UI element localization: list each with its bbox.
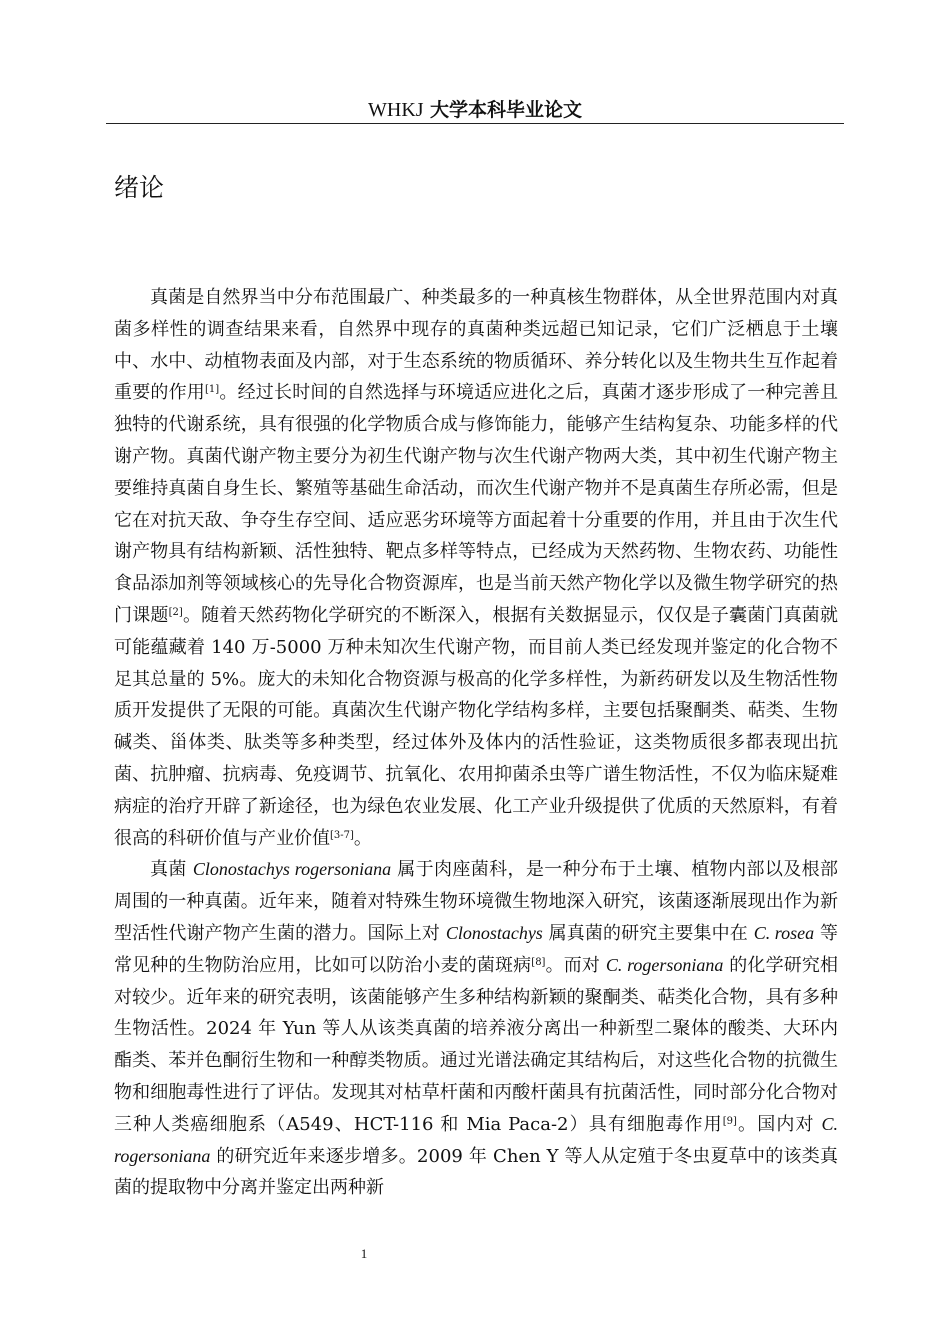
p2-text-2: 属于肉座菌科，是一种分布于土壤、植物内部以及根部周围的一种真菌。近年来，随着对特殊生物环境微生物地深入研究，该菌逐渐展现出作为新型活性代谢产物产生菌的潜力。国际上对	[114, 859, 838, 944]
paragraph-2	[114, 854, 838, 1204]
page-header	[106, 94, 844, 124]
p2-text-1: 真菌	[150, 859, 193, 881]
p2-text-5: 。而对	[545, 954, 606, 976]
species-name: C. rogersoniana	[114, 1113, 838, 1166]
p1-text-4: 。	[353, 827, 372, 849]
header-rule	[106, 123, 844, 124]
p1-text-3: 。随着天然药物化学研究的不断深入，根据有关数据显示，仅仅是子囊菌门真菌就可能蕴藏着 140 万-5000 万种未知次生代谢产物，而目前人类已经发现并鉴定的化合物不足其总量的 5%。庞大的未知化合物资源与极高的化学多样性，为新药研发以及生物活性物质开发提供了无限的可能。真菌次生代谢产物化学结构多样，主要包括聚酮类、萜类、生物碱类、甾体类、肽类等多种类型，经过体外及体内的活性验证，这类物质很多都表现出抗菌、抗肿瘤、抗病毒、免疫调节、抗氧化、农用抑菌杀虫等广谱生物活性，不仅为临床疑难病症的治疗开辟了新途径，也为绿色农业发展、化工产业升级提供了优质的天然原料，有着很高的科研价值与产业价值	[114, 604, 839, 849]
genus-name: Clonostachys	[445, 922, 543, 943]
species-name: C. rogersoniana	[605, 954, 724, 975]
citation: [8]	[531, 956, 546, 968]
p1-text-2: 。经过长时间的自然选择与环境适应进化之后，真菌才逐步形成了一种完善且独特的代谢系统，具有很强的化学物质合成与修饰能力，能够产生结构复杂、功能多样的代谢产物。真菌代谢产物主要分为初生代谢产物与次生代谢产物两大类，其中初生代谢产物主要维持真菌自身生长、繁殖等基础生命活动，而次生代谢产物并不是真菌生存所必需，但是它在对抗天敌、争夺生存空间、适应恶劣环境等方面起着十分重要的作用，并且由于次生代谢产物具有结构新颖、活性独特、靶点多样等特点，已经成为天然药物、生物农药、功能性食品添加剂等领域核心的先导化合物资源库，也是当前天然产物化学以及微生物学研究的热门课题	[114, 382, 839, 626]
species-name: C. rosea	[753, 922, 815, 943]
p2-text-3: 属真菌的研究主要集中在	[542, 922, 754, 944]
header-title: 大学本科毕业论文	[429, 99, 582, 121]
species-name: Clonostachys rogersoniana	[192, 859, 392, 880]
citation: [1]	[205, 384, 220, 396]
p2-text-7: 。国内对	[736, 1113, 822, 1135]
p2-text-8: 的研究近年来逐步增多。2009 年 Chen Y 等人从定殖于冬虫夏草中的该类真菌的提取物中分离并鉴定出两种新	[114, 1145, 838, 1199]
p2-text-4: 等常见种的生物防治应用，比如可以防治小麦的菌斑病	[114, 922, 838, 976]
paragraph-1	[114, 282, 838, 854]
body-text	[114, 282, 838, 1204]
p2-text-6: 的化学研究相对较少。近年来的研究表明，该菌能够产生多种结构新颖的聚酮类、萜类化合物，具有多种生物活性。2024 年 Yun 等人从该类真菌的培养液分离出一种新型二聚体的酸类、大环内酯类、苯并色酮衍生物和一种醇类物质。通过光谱法确定其结构后，对这些化合物的抗微生物和细胞毒性进行了评估。发现其对枯草杆菌和丙酸杆菌具有抗菌活性，同时部分化合物对三种人类癌细胞系（A549、HCT-116 和 Mia Paca-2）具有细胞毒作用	[114, 954, 839, 1135]
section-title: 绪论	[114, 173, 165, 202]
page-number: 1	[360, 1246, 368, 1261]
p1-text-1: 真菌是自然界当中分布范围最广、种类最多的一种真核生物群体，从全世界范围内对真菌多样性的调查结果来看，自然界中现存的真菌种类远超已知记录，它们广泛栖息于土壤中、水中、动植物表面及内部，对于生态系统的物质循环、养分转化以及生物共生互作起着重要的作用	[114, 287, 838, 404]
citation: [9]	[722, 1115, 737, 1127]
header-latin: WHKJ	[368, 99, 424, 121]
citation: [3-7]	[330, 829, 354, 841]
citation: [2]	[168, 606, 183, 618]
